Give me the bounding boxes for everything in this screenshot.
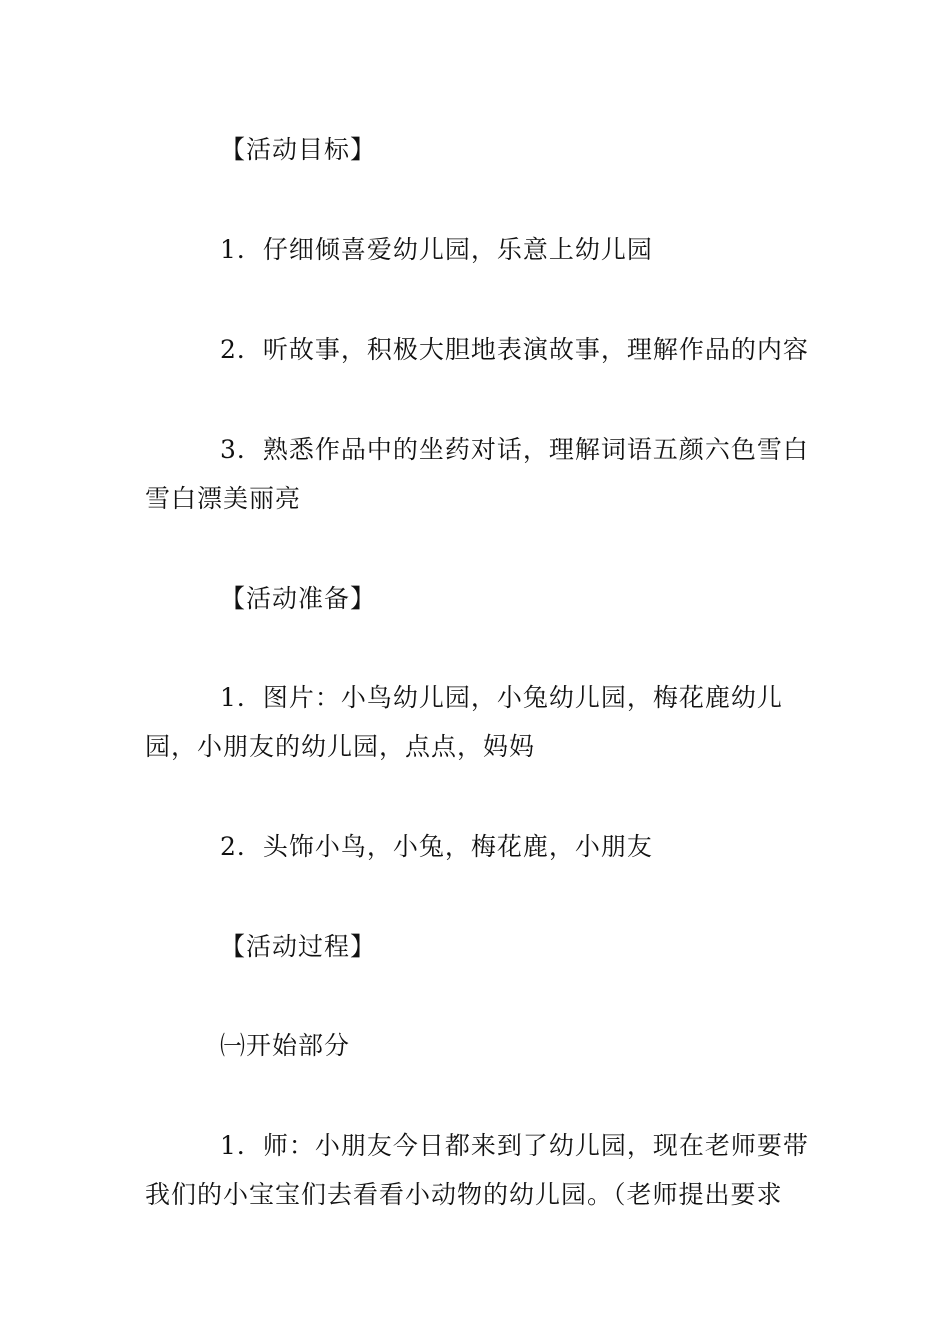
preparation-item-2: 2．头饰小鸟，小兔，梅花鹿，小朋友 bbox=[220, 832, 653, 861]
section-heading-goals: 【活动目标】 bbox=[220, 135, 377, 164]
section-heading-preparation: 【活动准备】 bbox=[220, 584, 377, 613]
section-heading-process: 【活动过程】 bbox=[220, 932, 377, 961]
goal-item-1: 1．仔细倾喜爱幼儿园，乐意上幼儿园 bbox=[220, 235, 653, 264]
process-subheading-start: ㈠开始部分 bbox=[220, 1031, 351, 1060]
goal-item-2: 2．听故事，积极大胆地表演故事，理解作品的内容 bbox=[220, 335, 809, 364]
goal-item-3: 3．熟悉作品中的坐药对话，理解词语五颜六色雪白雪白漂美丽亮 bbox=[145, 435, 809, 513]
process-item-1: 1．师：小朋友今日都来到了幼儿园，现在老师要带我们的小宝宝们去看看小动物的幼儿园。（老师提出要求 bbox=[145, 1131, 809, 1209]
preparation-item-1: 1．图片：小鸟幼儿园，小兔幼儿园，梅花鹿幼儿园，小朋友的幼儿园，点点，妈妈 bbox=[145, 683, 783, 761]
